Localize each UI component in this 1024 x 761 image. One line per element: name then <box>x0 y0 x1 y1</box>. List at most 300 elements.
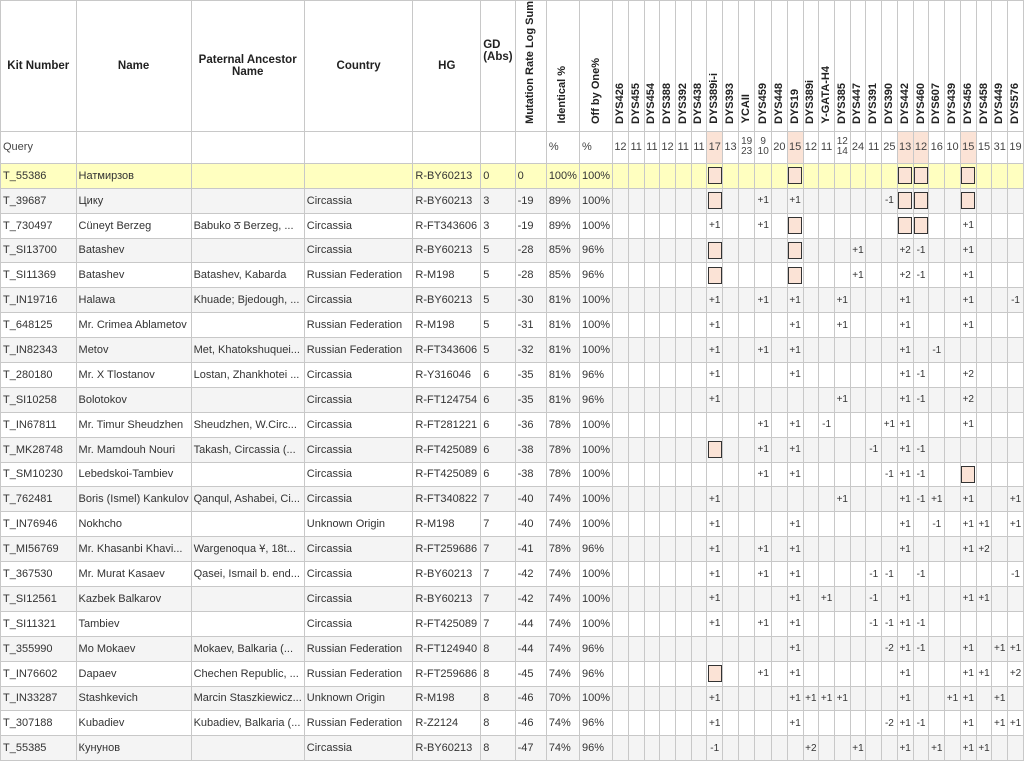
marker-diff-cell <box>738 263 755 288</box>
marker-diff-cell <box>613 238 629 263</box>
table-row[interactable] <box>1 686 1024 711</box>
marker-diff-cell <box>771 512 787 537</box>
marker-diff-cell <box>976 362 992 387</box>
marker-diff-cell <box>675 313 691 338</box>
genetic-distance: 7 <box>481 611 515 636</box>
ancestor-name: Takash, Circassia (... <box>191 437 304 462</box>
table-row[interactable] <box>1 188 1024 213</box>
marker-diff-cell <box>945 487 961 512</box>
marker-diff-cell <box>976 636 992 661</box>
query-marker-text: 11 <box>630 141 642 154</box>
table-row[interactable] <box>1 462 1024 487</box>
identical-pct: 81% <box>546 288 579 313</box>
table-row[interactable] <box>1 412 1024 437</box>
marker-diff-cell <box>945 238 961 263</box>
col-header-dys459[interactable] <box>755 1 772 132</box>
marker-diff-cell <box>834 686 850 711</box>
match-box-marker <box>898 192 912 209</box>
off-by-one-pct: 100% <box>579 462 612 487</box>
col-header-dys389i-i[interactable] <box>707 1 723 132</box>
marker-diff-cell <box>882 387 898 412</box>
member-name: Cüneyt Berzeg <box>76 213 191 238</box>
marker-diff-cell <box>929 387 945 412</box>
marker-diff: +1 <box>1009 493 1022 505</box>
marker-diff-cell <box>866 213 882 238</box>
genetic-distance: 7 <box>481 537 515 562</box>
marker-diff-cell <box>866 338 882 363</box>
col-header-hg[interactable]: HG <box>413 1 481 132</box>
table-row[interactable] <box>1 362 1024 387</box>
off-by-one-pct: 96% <box>579 387 612 412</box>
marker-diff-cell <box>803 313 819 338</box>
table-row[interactable] <box>1 586 1024 611</box>
kit-number[interactable]: T_SM10230 <box>1 462 77 487</box>
marker-label: DYS438 <box>692 82 705 124</box>
marker-diff-cell <box>945 537 961 562</box>
table-row[interactable] <box>1 562 1024 587</box>
marker-diff-cell <box>707 238 723 263</box>
marker-diff: +1 <box>899 668 911 680</box>
marker-diff-cell <box>882 313 898 338</box>
marker-diff: +2 <box>899 269 911 281</box>
marker-label: DYS391 <box>867 82 880 124</box>
marker-diff-cell <box>738 238 755 263</box>
col-header-ident[interactable] <box>546 1 579 132</box>
marker-diff-cell <box>819 711 835 736</box>
marker-diff-cell <box>628 487 644 512</box>
marker-diff: -1 <box>916 618 926 630</box>
marker-diff: +1 <box>852 269 864 281</box>
marker-diff-cell <box>803 611 819 636</box>
haplogroup: R-Z2124 <box>413 711 481 736</box>
haplogroup: R-FT343606 <box>413 213 481 238</box>
col-header-dys393[interactable] <box>723 1 739 132</box>
kit-number[interactable]: T_SI12561 <box>1 586 77 611</box>
marker-diff-cell <box>644 462 660 487</box>
marker-diff-cell <box>850 512 866 537</box>
marker-diff-cell <box>819 437 835 462</box>
country: Russian Federation <box>304 263 413 288</box>
col-header-dys460[interactable] <box>913 1 929 132</box>
col-header-dys458[interactable] <box>976 1 992 132</box>
kit-number[interactable]: T_307188 <box>1 711 77 736</box>
marker-diff-cell <box>628 288 644 313</box>
marker-diff-cell <box>738 636 755 661</box>
marker-diff-cell <box>866 437 882 462</box>
marker-diff-cell <box>866 387 882 412</box>
marker-diff-cell <box>866 537 882 562</box>
marker-diff-cell <box>738 188 755 213</box>
marker-diff: -1 <box>916 394 926 406</box>
marker-diff-cell <box>850 562 866 587</box>
mutation-rate: -40 <box>515 487 546 512</box>
marker-diff-cell <box>755 537 772 562</box>
marker-diff-cell <box>992 636 1008 661</box>
marker-diff-cell <box>1008 338 1024 363</box>
marker-diff-cell <box>850 163 866 188</box>
marker-diff-cell <box>613 686 629 711</box>
table-row[interactable] <box>1 238 1024 263</box>
identical-pct: 74% <box>546 736 579 761</box>
marker-diff: +1 <box>757 618 769 630</box>
marker-diff-cell <box>675 362 691 387</box>
col-header-dys19[interactable] <box>787 1 803 132</box>
marker-diff-cell <box>738 711 755 736</box>
marker-diff-cell <box>850 661 866 686</box>
marker-diff-cell <box>755 238 772 263</box>
marker-diff-cell <box>1008 387 1024 412</box>
marker-diff-cell <box>628 362 644 387</box>
marker-diff-cell <box>675 611 691 636</box>
marker-diff-cell <box>803 487 819 512</box>
marker-diff-cell <box>660 213 676 238</box>
marker-diff-cell <box>913 313 929 338</box>
marker-diff-cell <box>660 238 676 263</box>
marker-label: DYS449 <box>993 82 1006 124</box>
marker-diff-cell <box>897 661 913 686</box>
marker-diff-cell <box>644 636 660 661</box>
marker-diff-cell <box>628 163 644 188</box>
marker-diff-cell <box>787 512 803 537</box>
col-header-dys388[interactable] <box>660 1 676 132</box>
match-box-marker <box>708 192 722 209</box>
marker-diff-cell <box>675 661 691 686</box>
marker-diff-cell <box>613 188 629 213</box>
marker-label: YCAII <box>740 94 753 124</box>
marker-diff-cell <box>628 537 644 562</box>
marker-diff-cell <box>913 562 929 587</box>
marker-diff-cell <box>613 512 629 537</box>
marker-diff-cell <box>866 736 882 761</box>
match-box-marker <box>898 167 912 184</box>
col-header-dys390[interactable] <box>882 1 898 132</box>
marker-diff-cell <box>628 686 644 711</box>
marker-diff: +1 <box>962 717 974 729</box>
marker-diff-cell <box>755 487 772 512</box>
marker-diff-cell <box>882 487 898 512</box>
col-header-y-gata-h4[interactable] <box>819 1 835 132</box>
kit-number[interactable]: T_SI10258 <box>1 387 77 412</box>
marker-diff-cell <box>992 661 1008 686</box>
marker-diff-cell <box>675 338 691 363</box>
marker-diff: +1 <box>994 643 1006 655</box>
query-marker-value <box>707 131 723 163</box>
table-row[interactable] <box>1 611 1024 636</box>
marker-diff-cell <box>613 736 629 761</box>
kit-number[interactable]: T_55385 <box>1 736 77 761</box>
marker-diff: -1 <box>932 344 942 356</box>
marker-diff-cell <box>787 736 803 761</box>
kit-number[interactable]: T_55386 <box>1 163 77 188</box>
member-name: Mr. X Tlostanov <box>76 362 191 387</box>
country: Circassia <box>304 288 413 313</box>
off-by-one-pct: 100% <box>579 562 612 587</box>
marker-diff-cell <box>660 163 676 188</box>
marker-diff-cell <box>803 562 819 587</box>
marker-diff: +1 <box>789 643 801 655</box>
marker-diff-cell <box>613 437 629 462</box>
marker-diff-cell <box>771 736 787 761</box>
table-row[interactable] <box>1 711 1024 736</box>
marker-diff-cell <box>787 188 803 213</box>
ancestor-name: Met, Khatokshuquei... <box>191 338 304 363</box>
col-header-dys385[interactable] <box>834 1 850 132</box>
kit-number[interactable]: T_762481 <box>1 487 77 512</box>
table-row[interactable] <box>1 661 1024 686</box>
marker-diff-cell <box>850 288 866 313</box>
marker-diff: -1 <box>916 244 926 256</box>
marker-diff-cell <box>787 338 803 363</box>
table-row[interactable] <box>1 736 1024 761</box>
kit-number[interactable]: T_355990 <box>1 636 77 661</box>
haplogroup: R-FT343606 <box>413 338 481 363</box>
col-header-label: Off by One% <box>589 57 602 124</box>
marker-diff-cell <box>787 611 803 636</box>
marker-diff-cell <box>834 188 850 213</box>
col-header-ancestor[interactable]: Paternal Ancestor Name <box>191 1 304 132</box>
marker-diff: -1 <box>916 568 926 580</box>
kit-number[interactable]: T_730497 <box>1 213 77 238</box>
marker-diff-cell <box>945 188 961 213</box>
marker-diff-cell <box>691 611 707 636</box>
marker-diff-cell <box>660 661 676 686</box>
marker-diff-cell <box>866 362 882 387</box>
marker-diff-cell <box>897 213 913 238</box>
col-header-dys392[interactable] <box>675 1 691 132</box>
marker-diff-cell <box>913 263 929 288</box>
ancestor-name: Khuade; Bjedough, ... <box>191 288 304 313</box>
haplogroup: R-FT340822 <box>413 487 481 512</box>
kit-number[interactable]: T_648125 <box>1 313 77 338</box>
col-header-dys448[interactable] <box>771 1 787 132</box>
marker-diff: +1 <box>899 369 911 381</box>
col-header-dys391[interactable] <box>866 1 882 132</box>
marker-diff-cell <box>755 313 772 338</box>
kit-number[interactable]: T_280180 <box>1 362 77 387</box>
col-header-dys439[interactable] <box>945 1 961 132</box>
query-marker-text: 9 10 <box>757 136 769 158</box>
mutation-rate: -30 <box>515 288 546 313</box>
marker-diff-cell <box>976 188 992 213</box>
marker-diff-cell <box>787 263 803 288</box>
marker-diff-cell <box>960 288 976 313</box>
marker-diff-cell <box>644 163 660 188</box>
col-header-dys576[interactable] <box>1008 1 1024 132</box>
off-by-one-pct: 96% <box>579 661 612 686</box>
marker-diff-cell <box>803 736 819 761</box>
col-header-dys389i[interactable] <box>803 1 819 132</box>
col-header-ycaii[interactable] <box>738 1 755 132</box>
col-header-gd[interactable]: GD (Abs) <box>481 1 515 132</box>
marker-diff-cell <box>945 412 961 437</box>
marker-diff-cell <box>755 213 772 238</box>
table-row[interactable] <box>1 387 1024 412</box>
marker-diff-cell <box>897 686 913 711</box>
col-header-label: Identical % <box>556 66 569 124</box>
table-row[interactable] <box>1 437 1024 462</box>
kit-number[interactable]: T_MI56769 <box>1 537 77 562</box>
marker-diff-cell <box>929 238 945 263</box>
off-by-one-pct: 100% <box>579 163 612 188</box>
col-header-dys442[interactable] <box>897 1 913 132</box>
marker-diff-cell <box>897 636 913 661</box>
col-header-country[interactable]: Country <box>304 1 413 132</box>
marker-label: DYS458 <box>977 82 990 124</box>
haplogroup: R-FT259686 <box>413 537 481 562</box>
marker-diff-cell <box>913 163 929 188</box>
member-name: Lebedskoi-Tambiev <box>76 462 191 487</box>
col-header-dys607[interactable] <box>929 1 945 132</box>
kit-number[interactable]: T_SI11369 <box>1 263 77 288</box>
marker-diff-cell <box>913 512 929 537</box>
col-header-dys438[interactable] <box>691 1 707 132</box>
marker-label: DYS426 <box>613 82 626 124</box>
marker-diff-cell <box>1008 462 1024 487</box>
marker-diff-cell <box>866 288 882 313</box>
table-row[interactable] <box>1 263 1024 288</box>
marker-diff-cell <box>644 412 660 437</box>
kit-number[interactable]: T_IN76602 <box>1 661 77 686</box>
haplogroup: R-M198 <box>413 686 481 711</box>
kit-number[interactable]: T_IN67811 <box>1 412 77 437</box>
member-name: Цику <box>76 188 191 213</box>
query-marker-value <box>992 131 1008 163</box>
marker-diff-cell <box>913 288 929 313</box>
marker-diff-cell <box>771 462 787 487</box>
table-row[interactable] <box>1 288 1024 313</box>
genetic-distance: 7 <box>481 586 515 611</box>
marker-diff-cell <box>691 263 707 288</box>
marker-diff: -1 <box>822 419 832 431</box>
kit-number[interactable]: T_IN76946 <box>1 512 77 537</box>
marker-diff-cell <box>834 586 850 611</box>
marker-diff-cell <box>976 611 992 636</box>
marker-diff: +1 <box>709 518 721 530</box>
marker-diff-cell <box>976 462 992 487</box>
table-row[interactable] <box>1 213 1024 238</box>
table-row[interactable] <box>1 537 1024 562</box>
col-header-dys447[interactable] <box>850 1 866 132</box>
marker-diff: +1 <box>899 717 911 729</box>
query-marker-value <box>819 131 835 163</box>
marker-diff-cell <box>707 263 723 288</box>
marker-diff-cell <box>850 263 866 288</box>
col-header-mut[interactable] <box>515 1 546 132</box>
marker-diff-cell <box>929 711 945 736</box>
haplogroup: R-M198 <box>413 512 481 537</box>
marker-diff: +1 <box>789 717 801 729</box>
marker-diff-cell <box>992 188 1008 213</box>
marker-diff-cell <box>929 512 945 537</box>
kit-number[interactable]: T_SI13700 <box>1 238 77 263</box>
marker-diff-cell <box>738 387 755 412</box>
marker-label: DYS442 <box>898 82 911 124</box>
table-row[interactable] <box>1 636 1024 661</box>
marker-diff-cell <box>755 462 772 487</box>
marker-diff-cell <box>929 412 945 437</box>
marker-diff-cell <box>707 487 723 512</box>
marker-diff-cell <box>707 338 723 363</box>
query-marker-text: 25 <box>883 141 896 154</box>
marker-diff-cell <box>628 338 644 363</box>
table-row[interactable] <box>1 313 1024 338</box>
marker-diff: +1 <box>757 344 769 356</box>
genetic-distance: 7 <box>481 512 515 537</box>
kit-number[interactable]: T_39687 <box>1 188 77 213</box>
kit-number[interactable]: T_MK28748 <box>1 437 77 462</box>
kit-number[interactable]: T_IN82343 <box>1 338 77 363</box>
marker-diff: +1 <box>789 618 801 630</box>
off-by-one-pct: 100% <box>579 313 612 338</box>
col-header-dys455[interactable] <box>628 1 644 132</box>
table-row[interactable] <box>1 163 1024 188</box>
marker-diff-cell <box>771 537 787 562</box>
off-by-one-pct: 96% <box>579 238 612 263</box>
kit-number[interactable]: T_SI11321 <box>1 611 77 636</box>
marker-diff-cell <box>819 338 835 363</box>
marker-diff: +1 <box>757 220 769 232</box>
marker-diff-cell <box>960 387 976 412</box>
col-header-dys426[interactable] <box>613 1 629 132</box>
marker-diff-cell <box>819 586 835 611</box>
marker-diff-cell <box>897 188 913 213</box>
marker-diff: +1 <box>820 593 833 605</box>
kit-number[interactable]: T_IN19716 <box>1 288 77 313</box>
col-header-dys449[interactable] <box>992 1 1008 132</box>
marker-diff-cell <box>882 338 898 363</box>
col-header-kit[interactable]: Kit Number <box>1 1 77 132</box>
kit-number[interactable]: T_IN33287 <box>1 686 77 711</box>
mutation-rate: -36 <box>515 412 546 437</box>
ancestor-name: Wargenoqua Ұ, 18t... <box>191 537 304 562</box>
match-box-marker <box>914 192 928 209</box>
marker-diff-cell <box>707 512 723 537</box>
table-row[interactable] <box>1 338 1024 363</box>
marker-diff-cell <box>913 661 929 686</box>
marker-diff: -1 <box>869 618 879 630</box>
haplogroup: R-BY60213 <box>413 562 481 587</box>
col-header-dys454[interactable] <box>644 1 660 132</box>
marker-diff: +1 <box>709 568 721 580</box>
marker-diff-cell <box>834 163 850 188</box>
kit-number[interactable]: T_367530 <box>1 562 77 587</box>
marker-diff-cell <box>834 736 850 761</box>
marker-diff-cell <box>755 611 772 636</box>
match-box-marker <box>788 242 802 259</box>
table-row[interactable] <box>1 487 1024 512</box>
marker-diff-cell <box>660 437 676 462</box>
mutation-rate: -42 <box>515 586 546 611</box>
marker-diff-cell <box>819 686 835 711</box>
marker-label: DYS439 <box>945 82 958 124</box>
col-header-dys456[interactable] <box>960 1 976 132</box>
marker-diff-cell <box>882 611 898 636</box>
marker-diff-cell <box>787 238 803 263</box>
marker-diff-cell <box>882 537 898 562</box>
marker-diff: +1 <box>789 319 801 331</box>
table-row[interactable] <box>1 512 1024 537</box>
marker-diff-cell <box>771 711 787 736</box>
marker-diff-cell <box>707 562 723 587</box>
marker-diff-cell <box>755 387 772 412</box>
marker-diff: +1 <box>899 419 911 431</box>
haplogroup: R-FT124940 <box>413 636 481 661</box>
mutation-rate: -46 <box>515 686 546 711</box>
mutation-rate: -47 <box>515 736 546 761</box>
col-header-offone[interactable] <box>579 1 612 132</box>
marker-diff: +1 <box>820 692 833 704</box>
col-header-name[interactable]: Name <box>76 1 191 132</box>
